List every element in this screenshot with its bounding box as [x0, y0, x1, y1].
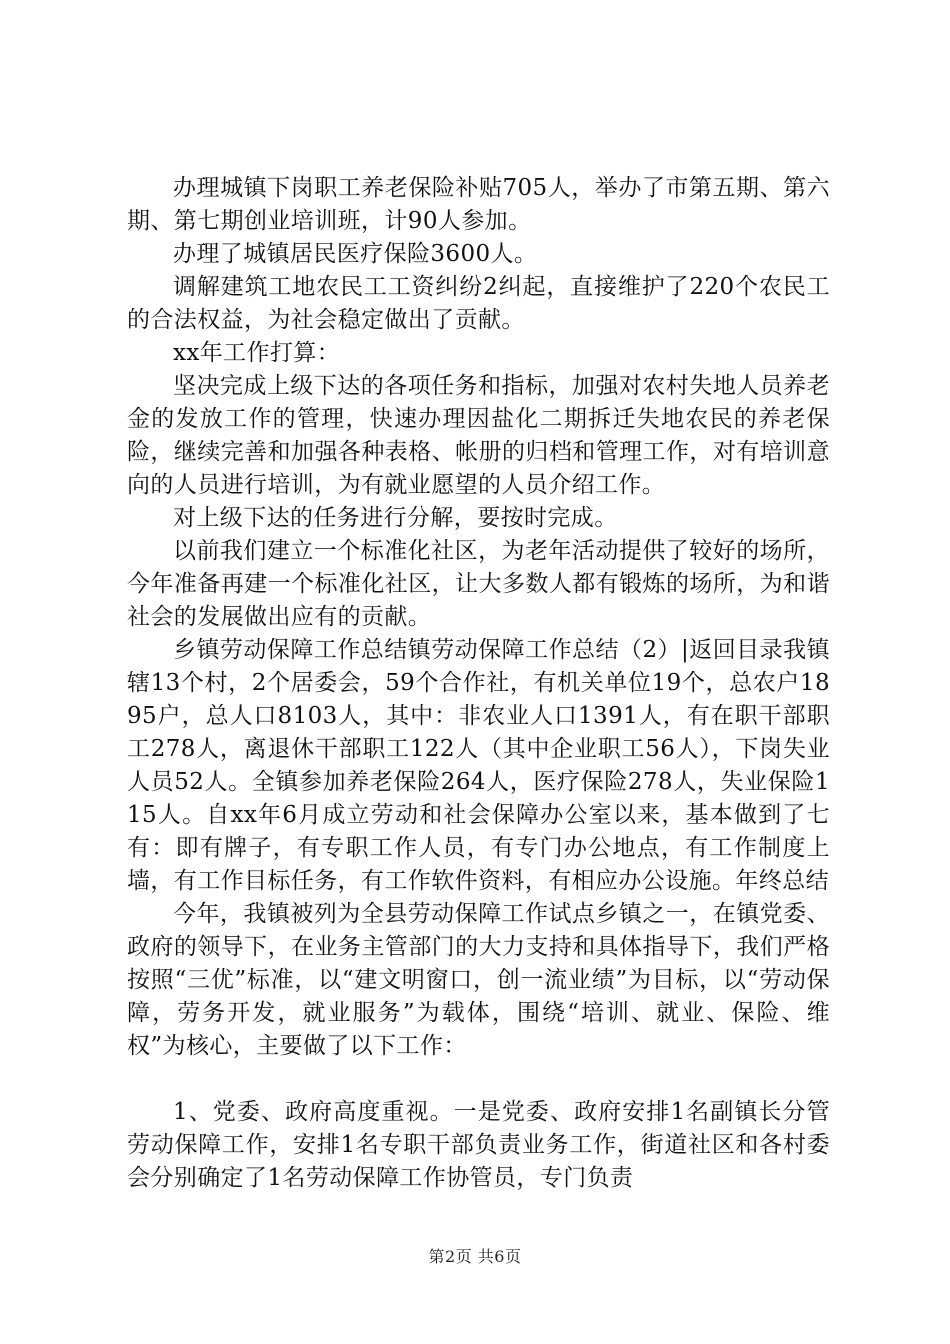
document-body [127, 172, 830, 1195]
paragraph: 以前我们建立一个标准化社区，为老年活动提供了较好的场所，今年准备再建一个标准化社区，让大多数人都有锻炼的场所，为和谐社会的发展做出应有的贡献。 [127, 538, 830, 630]
paragraph: 办理城镇下岗职工养老保险补贴705人，举办了市第五期、第六期、第七期创业培训班，计90人参加。 [127, 175, 830, 234]
page-number-footer: 第2页 共6页 [428, 1247, 522, 1266]
paragraph: 乡镇劳动保障工作总结镇劳动保障工作总结（2）|返回目录我镇辖13个村，2个居委会，59个合作社，有机关单位19个，总农户1895户，总人口8103人，其中：非农业人口1391人，有在职干部职工278人，离退休干部职工122人（其中企业职工56人），下岗失业人员52人。全镇参加养老保险264人，医疗保险278人，失业保险115人。自xx年6月成立劳动和社会保障办公室以来，基本做到了七有：即有牌子，有专职工作人员，有专门办公地点，有工作制度上墙，有工作目标任务，有工作软件资料，有相应办公设施。年终总结 [127, 637, 830, 894]
section-heading: xx年工作打算： [173, 340, 341, 366]
paragraph: 调解建筑工地农民工工资纠纷2纠起，直接维护了220个农民工的合法权益，为社会稳定做出了贡献。 [127, 274, 830, 333]
paragraph: 对上级下达的任务进行分解，要按时完成。 [173, 505, 618, 531]
paragraph: 办理了城镇居民医疗保险3600人。 [173, 241, 538, 267]
paragraph: 1、党委、政府高度重视。一是党委、政府安排1名副镇长分管劳动保障工作，安排1名专职干部负责业务工作，街道社区和各村委会分别确定了1名劳动保障工作协管员，专门负责 [127, 1099, 830, 1191]
paragraph: 今年，我镇被列为全县劳动保障工作试点乡镇之一，在镇党委、政府的领导下，在业务主管部门的大力支持和具体指导下，我们严格按照“三优”标准，以“建文明窗口，创一流业绩”为目标，以“劳动保障，劳务开发，就业服务”为载体，围绕“培训、就业、保险、维权”为核心，主要做了以下工作： [127, 901, 830, 1059]
paragraph: 坚决完成上级下达的各项任务和指标，加强对农村失地人员养老金的发放工作的管理，快速办理因盐化二期拆迁失地农民的养老保险，继续完善和加强各种表格、帐册的归档和管理工作，对有培训意向的人员进行培训，为有就业愿望的人员介绍工作。 [127, 373, 830, 498]
